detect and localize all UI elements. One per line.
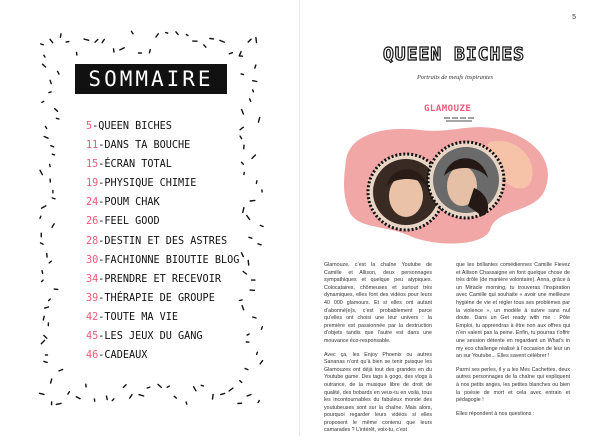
confetti-mark (194, 387, 196, 391)
toc-label: PHYSIQUE CHIMIE (104, 178, 196, 189)
confetti-mark (156, 34, 158, 37)
toc-separator: - (98, 159, 104, 170)
toc-item[interactable] (86, 136, 239, 155)
toc-page-number: 15 (86, 159, 98, 170)
confetti-mark (229, 53, 232, 54)
confetti-mark (41, 44, 44, 45)
confetti-mark (40, 216, 41, 218)
toc-title: SOMMAIRE (88, 67, 213, 91)
confetti-mark (243, 208, 244, 213)
confetti-mark (204, 45, 206, 47)
toc-label: PRENDRE ET RECEVOIR (104, 274, 221, 285)
confetti-mark (245, 369, 248, 370)
toc-separator: - (98, 197, 104, 208)
confetti-mark (240, 127, 243, 130)
confetti-mark (242, 306, 244, 310)
confetti-mark (252, 155, 255, 158)
confetti-mark (60, 34, 61, 37)
confetti-mark (250, 99, 251, 101)
toc-label: THÉRAPIE DE GROUPE (104, 293, 214, 304)
toc-list (86, 117, 239, 365)
confetti-mark (253, 317, 256, 318)
confetti-mark (40, 393, 45, 394)
toc-label: CADEAUX (104, 350, 147, 361)
confetti-mark (44, 55, 45, 57)
toc-separator: - (98, 236, 104, 247)
confetti-mark (58, 71, 60, 74)
toc-separator: - (98, 293, 104, 304)
toc-label: ÉCRAN TOTAL (104, 159, 171, 170)
toc-page-number: 19 (86, 178, 98, 189)
article-title: QUEEN BICHES (376, 44, 532, 65)
confetti-mark (76, 397, 80, 399)
confetti-mark (42, 271, 43, 274)
confetti-mark (45, 126, 46, 128)
confetti-mark (158, 384, 161, 387)
confetti-mark (149, 50, 150, 53)
toc-item[interactable] (86, 117, 239, 136)
page-number: 5 (572, 14, 576, 21)
toc-label: QUEEN BICHES (98, 121, 172, 132)
confetti-mark (52, 154, 54, 155)
toc-item[interactable] (86, 212, 239, 231)
confetti-mark (102, 39, 104, 42)
toc-page-number: 26 (86, 216, 98, 227)
confetti-mark (261, 327, 262, 330)
confetti-mark (130, 395, 132, 399)
confetti-mark (239, 300, 242, 301)
confetti-mark (41, 243, 44, 244)
toc-title-box (75, 64, 227, 94)
confetti-mark (112, 399, 114, 401)
photo-label: GLAMOUZE (424, 104, 471, 114)
confetti-mark (147, 387, 150, 388)
confetti-mark (241, 74, 243, 75)
toc-item[interactable] (86, 251, 239, 270)
confetti-mark (45, 307, 49, 308)
confetti-mark (242, 162, 244, 164)
toc-page-number: 39 (86, 293, 98, 304)
confetti-mark (258, 118, 259, 123)
confetti-mark (43, 64, 46, 67)
toc-item[interactable] (86, 174, 239, 193)
confetti-mark (41, 340, 44, 343)
confetti-mark (167, 386, 169, 387)
toc-item[interactable] (86, 308, 239, 327)
confetti-mark (68, 392, 70, 394)
toc-page-number: 30 (86, 255, 98, 266)
toc-page-number: 45 (86, 331, 98, 342)
confetti-mark (258, 244, 261, 245)
toc-label: FEEL GOOD (104, 216, 159, 227)
article-column-1 (324, 262, 432, 441)
confetti-mark (107, 396, 108, 400)
confetti-mark (50, 80, 51, 83)
toc-label: LES JEUX DU GANG (104, 331, 202, 342)
confetti-mark (258, 401, 259, 403)
confetti-mark (84, 39, 89, 40)
confetti-mark (49, 261, 51, 263)
confetti-mark (176, 32, 178, 35)
confetti-mark (40, 170, 42, 174)
confetti-mark (247, 216, 250, 220)
toc-item[interactable] (86, 327, 239, 346)
confetti-mark (250, 200, 255, 201)
toc-page-number: 24 (86, 197, 98, 208)
toc-label: TOUTE MA VIE (104, 312, 178, 323)
toc-separator: - (92, 121, 98, 132)
confetti-mark (114, 49, 115, 52)
confetti-mark (49, 299, 51, 301)
confetti-mark (256, 38, 257, 43)
confetti-mark (51, 379, 52, 383)
toc-label: DANS TA BOUCHE (104, 140, 190, 151)
toc-page-number: 11 (86, 140, 98, 151)
article-paragraph: Glamouze, c’est la chaîne Youtube de Camille et Allison, deux personnages sympathiques et quelque peu atypiques. Colocataires, chômeuses et surtout très dynamiques, elles font des vidéos pour leurs 40 000 glamours. Et si elles ont autant d’abonné(e)s, c’est probablement parce qu’elles ont choisi une leur univers : la première est passionnée par la destruction d’objets tandis que l’autre est dans une mouvance éco-responsable. (324, 262, 432, 346)
confetti-mark (139, 395, 144, 396)
toc-page-number: 28 (86, 236, 98, 247)
confetti-mark (50, 39, 53, 42)
confetti-mark (52, 198, 55, 199)
toc-separator: - (98, 178, 104, 189)
confetti-mark (256, 181, 257, 184)
confetti-mark (55, 109, 58, 112)
toc-page-number: 46 (86, 350, 98, 361)
confetti-mark (51, 146, 54, 147)
article-subtitle: Portraits de meufs inspirantes (380, 74, 530, 81)
confetti-mark (249, 237, 252, 238)
confetti-mark (201, 385, 203, 386)
confetti-mark (42, 206, 46, 208)
confetti-mark (253, 81, 257, 82)
confetti-mark (229, 388, 233, 391)
confetti-mark (42, 101, 44, 102)
right-page (300, 0, 600, 436)
toc-item[interactable] (86, 232, 239, 251)
confetti-mark (56, 403, 61, 404)
toc-page-number: 34 (86, 274, 98, 285)
toc-separator: - (98, 255, 104, 266)
toc-label: DESTIN ET DES ASTRES (104, 236, 227, 247)
toc-item[interactable] (86, 346, 239, 365)
toc-page-number: 42 (86, 312, 98, 323)
confetti-mark (49, 92, 51, 93)
toc-item[interactable] (86, 155, 239, 174)
toc-separator: - (98, 331, 104, 342)
confetti-mark (248, 260, 249, 265)
confetti-mark (52, 224, 54, 228)
confetti-mark (260, 361, 263, 364)
confetti-mark (186, 35, 188, 36)
confetti-mark (174, 396, 176, 398)
toc-label: FACHIONNE BIOUTIE BLOG (104, 255, 239, 266)
toc-item[interactable] (86, 270, 239, 289)
article-paragraph: Parmi ses perles, il y a les Mes Cachettes, deux autres personnages de la chaîne qui expliquent à nos petits anges, les petites blanches ou bien la poésie de mort et cela avec entrain et pédagogie ! (456, 367, 570, 405)
confetti-mark (213, 394, 214, 399)
article-paragraph: Avec ça, les Enjoy Phoenix ou autres Sananas n’ont qu’à bien se tenir puisque les Glamouzes ont déjà tout des grandes en du Youtube game. Des tags à gogo, des vlogs à outrance, de la musique libre de droit de qualité, des bobards en veux-tu en voilà, tous les incontournables du fabuleux monde des youtubeuses sont sur la chaîne. Mais alors, pourquoi regarder leurs vidéos si elles proposent le même contenu que leurs camarades ? L’intérêt, voix-tu, c’est (324, 352, 432, 436)
confetti-mark (247, 334, 249, 335)
confetti-mark (56, 118, 59, 119)
confetti-mark (43, 316, 44, 320)
confetti-mark (247, 395, 251, 397)
confetti-mark (120, 48, 124, 50)
confetti-mark (242, 253, 244, 257)
confetti-mark (186, 402, 187, 404)
confetti-mark (220, 40, 224, 42)
confetti-mark (253, 90, 254, 92)
toc-separator: - (98, 312, 104, 323)
confetti-mark (240, 136, 242, 139)
confetti-mark (44, 361, 47, 362)
confetti-mark (44, 335, 47, 338)
confetti-mark (166, 33, 168, 34)
toc-item[interactable] (86, 289, 239, 308)
confetti-mark (255, 65, 256, 68)
portrait-right (428, 142, 504, 218)
toc-separator: - (98, 274, 104, 285)
label-scribble (444, 118, 474, 121)
confetti-mark (239, 52, 241, 56)
confetti-mark (260, 225, 263, 226)
toc-item[interactable] (86, 193, 239, 212)
confetti-mark (44, 137, 48, 139)
confetti-mark (42, 280, 44, 282)
confetti-mark (240, 381, 242, 383)
confetti-mark (243, 272, 246, 275)
confetti-mark (123, 385, 126, 388)
toc-separator: - (98, 350, 104, 361)
confetti-mark (131, 31, 133, 34)
confetti-mark (95, 40, 98, 43)
toc-separator: - (98, 216, 104, 227)
confetti-mark (221, 393, 225, 394)
confetti-mark (257, 352, 258, 354)
article-column-2 (456, 262, 570, 424)
confetti-mark (248, 39, 251, 42)
toc-page-number: 5 (86, 121, 92, 132)
toc-separator: - (98, 140, 104, 151)
toc-label: POUM CHAK (104, 197, 159, 208)
article-paragraph: Elles répondent à nos questions : (456, 411, 570, 419)
left-page (0, 0, 300, 436)
confetti-mark (59, 370, 63, 371)
confetti-mark (242, 110, 244, 115)
hero-illustration (340, 96, 560, 252)
article-paragraph: que les brillantes comédiennes Camille Fievez et Allison Chassaigne en font quelque chose de très drôle (de manière volontaire). Anna, grâce à un Miracle morning, tu trouveras l’inspiration avec Camille qui souhaite « avoir une meilleure hygiène de vie et régler tous ses problèmes par la violence », un modèle à suivre sans nul doute. Dans un Get ready with me : Pôle Emploi, tu apprendras à être non aux offres qui n’en valent pas la peine. Enfin, tu pourras t’offrir une session détente en regardant un What’s in my eco challenge réalisé à l’occasion de leur un an sur Youtube... Elles savent célébrer ! (456, 262, 570, 361)
